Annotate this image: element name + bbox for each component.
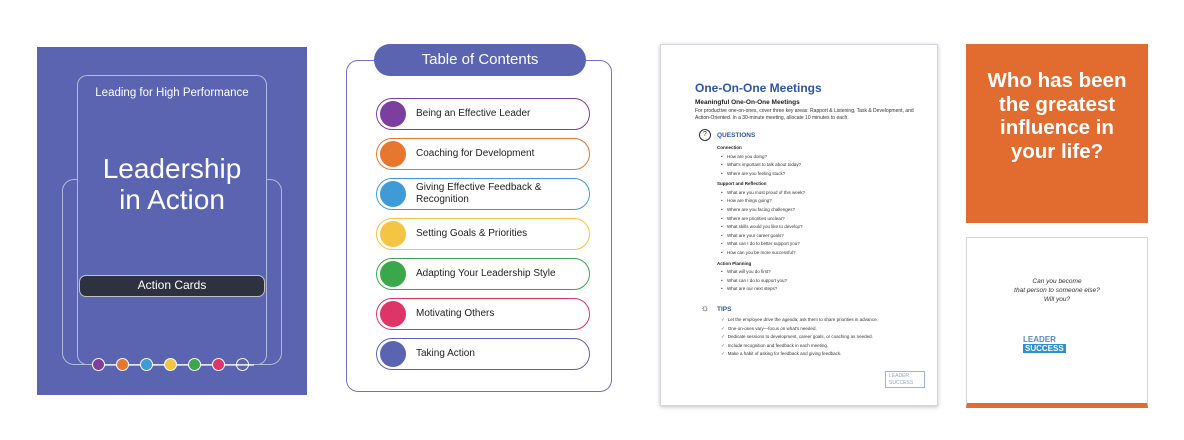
doc-intro: For productive one-on-ones, cover three key areas: Rapport & Listening, Task & Development, and Action-Oriented. In a 30-minute meeting, allocate 10 minutes to each. [695,108,914,121]
cover-dot [92,358,105,371]
white-card-logo [1023,335,1066,353]
checkmark-icon: ✓ [721,334,725,340]
prompt-line1: Can you become [1032,278,1082,285]
toc-item-label: Giving Effective Feedback & Recognition [416,182,542,205]
toc-item [376,338,590,370]
doc-title: One-On-One Meetings [695,81,822,95]
questions-heading: QUESTIONS [717,132,756,139]
orange-question-text: Who has been the greatest influence in your life? [987,69,1127,163]
question-item: • Where are you facing challenges? [727,207,795,212]
cover-dot [116,358,129,371]
prompt-line3: Will you? [1043,296,1071,303]
tip-text: Dedicate sessions to development, career goals, or coaching as needed. [727,334,873,340]
tip-text: Make a habit of asking for feedback and giving feedback. [727,351,842,357]
question-item: • What can I do to better support you? [727,241,800,246]
tip-item [721,351,841,357]
question-icon: ? [699,129,711,141]
question-item: • What are our next steps? [727,286,777,291]
toc-item [376,98,590,130]
cover-dot [188,358,201,371]
question-item: • What are you most proud of this week? [727,190,805,195]
tip-text: Let the employee drive the agenda; ask them to share priorities in advance. [727,317,878,322]
toc-bullet [380,101,406,127]
checkmark-icon: ✓ [721,351,725,357]
question-group-heading: Action Planning [717,260,752,266]
white-prompt-text [967,277,1147,304]
toc-item [376,298,590,330]
tips-heading: TIPS [717,306,732,313]
lightbulb-icon: ☼ [700,303,710,314]
prompt-line2: that person to someone else? [1014,287,1100,294]
checkmark-icon: ✓ [721,317,725,322]
cover-dot [212,358,225,371]
orange-question-card [966,44,1148,223]
cover-subtitle: Leading for High Performance [95,87,249,99]
doc-logo [885,371,925,388]
doc-logo-line1: LEADER [889,373,910,379]
question-group-heading: Support and Reflection [717,181,767,187]
toc-item [376,218,590,250]
toc-bullet [380,181,406,207]
cover-inner-frame [77,75,267,365]
toc-bullet [380,261,406,287]
question-group-heading: Connection [717,145,742,150]
cover-dot [140,358,153,371]
toc-bullet [380,221,406,247]
question-item: • How are you doing? [727,154,767,159]
white-logo-line1: LEADER [1023,335,1056,344]
cover-color-dots [92,358,254,372]
toc-item [376,178,590,210]
cover-dot [236,358,249,371]
tip-text: One-on-ones vary—focus on what's needed. [727,325,817,331]
cover-badge: Action Cards [79,275,265,297]
toc-item-label: Adapting Your Leadership Style [416,268,556,279]
white-logo-line2: SUCCESS [1025,344,1064,353]
toc-item-label: Taking Action [416,348,475,359]
tip-item [721,334,873,340]
toc-item-label: Motivating Others [416,308,495,319]
checkmark-icon: ✓ [721,325,725,331]
document-card [660,44,938,406]
toc-item [376,138,590,170]
doc-logo-line2: SUCCESS [889,380,914,386]
cover-title-line1: Leadership [102,153,242,184]
cover-card [37,47,307,395]
tip-item [721,326,817,332]
question-item: • Where are you feeling stuck? [727,171,785,176]
question-item: • How are things going? [727,198,772,203]
checkmark-icon: ✓ [721,342,725,348]
question-item: • What skills would you like to develop? [727,224,803,229]
toc-item [376,258,590,290]
question-item: • Where are priorities unclear? [727,216,785,221]
toc-item-label: Being an Effective Leader [416,108,531,119]
question-item: • How can you be more successful? [727,250,796,255]
toc-bullet [380,341,406,367]
toc-item-label: Setting Goals & Priorities [416,228,528,239]
tip-text: Include recognition and feedback in each meeting. [727,342,829,348]
toc-item-label: Coaching for Development [416,148,535,159]
question-item: • What's important to talk about today? [727,162,801,167]
toc-heading: Table of Contents [374,44,586,76]
cover-dot [164,358,177,371]
cover-title [37,153,307,215]
tip-item [721,343,828,349]
toc-bullet [380,301,406,327]
doc-subtitle: Meaningful One-On-One Meetings [695,99,800,106]
question-item: • What are your career goals? [727,233,784,238]
cover-title-line2: in Action [119,184,225,215]
tip-item [721,317,878,323]
white-prompt-card [966,237,1148,408]
toc-bullet [380,141,406,167]
question-item: • What will you do first? [727,269,771,274]
question-item: • What can I do to support you? [727,278,787,283]
